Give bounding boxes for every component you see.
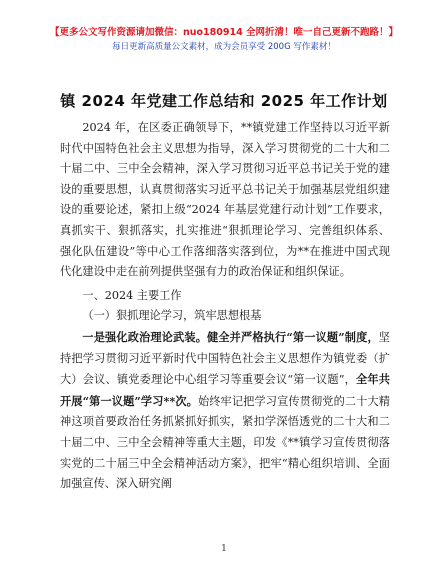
paragraph-lead-bold: 一是强化政治理论武装。健全并严格执行“第一议题”制度，: [82, 329, 379, 344]
work-paragraph: [60, 327, 390, 495]
page-number: 1: [221, 544, 227, 554]
document-title: 镇 2024 年党建工作总结和 2025 年工作计划: [60, 92, 388, 110]
paragraph-text-continued: 始终牢记把学习宣传贯彻党的二十大精神这项首要政治任务抓紧抓好抓实，紧扣学深悟透党的二十大和二十届二中、三中全会精神等重大主题，印发《**镇学习宣传贯彻落实党的二十届三中全会精神活动方案》，把牢“精心组织培训、全面加强宣传、深入研究阐: [60, 394, 390, 491]
banner-promo-line: 【更多公文写作资源请加微信：nuo180914 全网折清！唯一自己更新不跑路！】: [49, 27, 399, 38]
document-body: [60, 118, 390, 495]
paragraph-bold-mid: 全年共开展“第一议题”学习**次。: [60, 372, 390, 408]
banner-subline: 每日更新高质量公文素材，成为会员享受 200G 写作素材！: [112, 42, 336, 52]
section-heading: 一、2024 主要工作: [82, 288, 182, 302]
subsection-heading: （一）狠抓理论学习，筑牢思想根基: [82, 309, 262, 323]
paragraph-text: 坚持把学习贯彻习近平新时代中国特色社会主义思想作为镇党委（扩大）会议、镇党委理论中心组学习等重要会议“第一议题”，: [60, 330, 390, 387]
intro-paragraph: 2024 年，在区委正确领导下，**镇党建工作坚持以习近平新时代中国特色社会主义思想为指导，深入学习贯彻党的二十大和二十届二中、三中全会精神，深入学习贯彻习近平总书记关于党的建设的重要思想，认真贯彻落实习近平总书记关于加强基层党组织建设的重要论述，紧扣上级“2024 年基层党建行动计划”工作要求，真抓实干、狠抓落实，扎实推进“狠抓理论学习、完善组织体系、强化队伍建设”等中心工作落细落实落到位，为**在推进中国式现代化建设中走在前列提供坚强有力的政治保证和组织保证。: [60, 121, 390, 279]
header-banner: [0, 26, 448, 54]
